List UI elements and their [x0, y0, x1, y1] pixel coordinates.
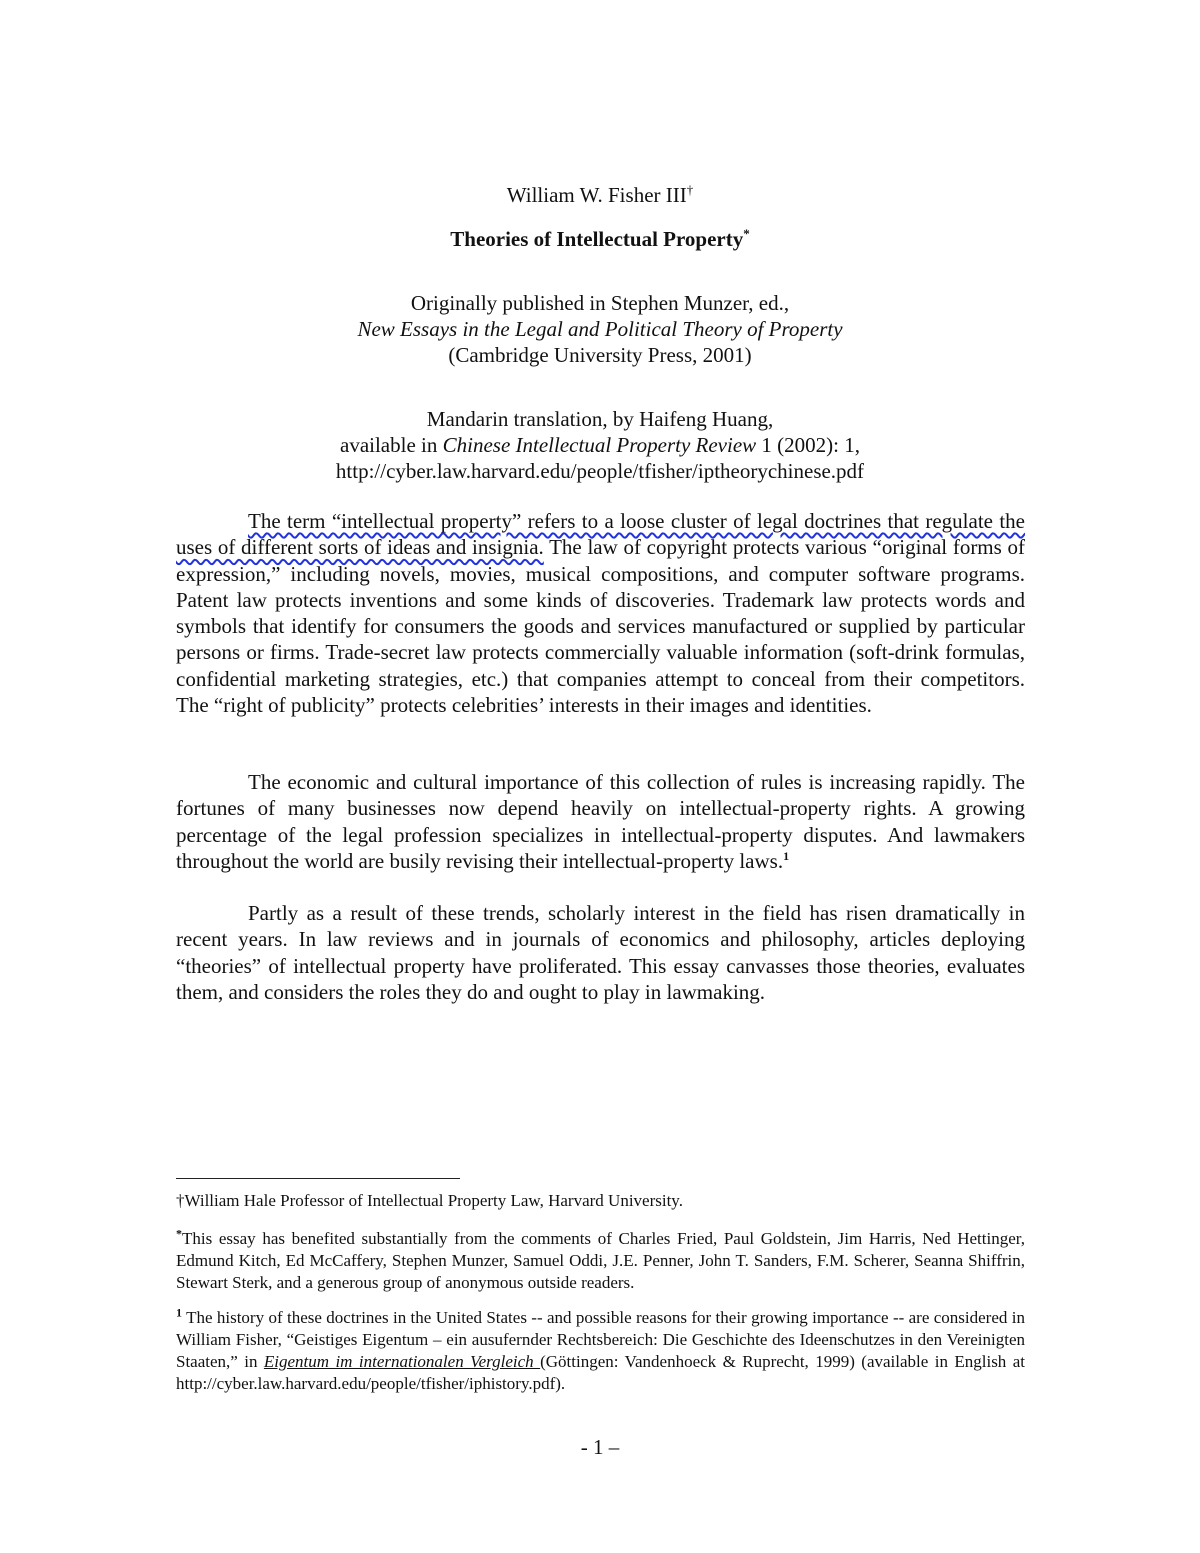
- footnote-1-mark: 1: [176, 1305, 182, 1320]
- translation-prefix: available in: [340, 433, 443, 457]
- publication-line-3: (Cambridge University Press, 2001): [448, 343, 752, 367]
- body-paragraph-2: [176, 769, 1025, 874]
- footnote-1-text-a: The history of these doctrines in the United States -- and possible reasons for their growing importance -- are considered in William Fisher, “Geistiges Eigentum – ein ausufernder Rechtsbereich: Die Geschichte des Ideenschutzes in den Vereinigten Staaten,” in: [176, 1308, 1025, 1371]
- footnote-1-text-b: (Göttingen: Vandenhoeck & Ruprecht, 1999) (available in English at http://cyber.law.harvard.edu/people/tfisher/iphistory.pdf).: [176, 1352, 1025, 1393]
- author-name: William W. Fisher III: [506, 183, 687, 207]
- body-paragraph-1: [176, 508, 1025, 718]
- title-footnote-mark: *: [743, 226, 750, 241]
- footnote-dagger-mark: †: [176, 1191, 185, 1210]
- publication-line-2: New Essays in the Legal and Political Theory of Property: [357, 317, 843, 341]
- translation-line-2: [0, 432, 1200, 458]
- author-line: [0, 182, 1200, 208]
- footnote-dagger-text: William Hale Professor of Intellectual Property Law, Harvard University.: [184, 1191, 683, 1210]
- paragraph-1-rest: The law of copyright protects various “original forms of expression,” including novels, movies, musical compositions, and computer software programs. Patent law protects inventions and some kinds of discoveries. Trademark law protects words and symbols that identify for consumers the goods and services manufactured or supplied by particular persons or firms. Trade-secret law protects commercially valuable information (soft-drink formulas, confidential marketing strategies, etc.) that companies attempt to conceal from their competitors. The “right of publicity” protects celebrities’ interests in their images and identities.: [176, 535, 1025, 718]
- footnote-1-reference-title: Eigentum im internationalen Vergleich: [263, 1352, 541, 1371]
- publication-line-1: Originally published in Stephen Munzer, ed.,: [410, 291, 790, 315]
- page-number: - 1 –: [580, 1435, 620, 1459]
- footnote-divider: [176, 1178, 460, 1179]
- document-title: [0, 226, 1200, 252]
- translation-suffix: 1 (2002): 1,: [756, 433, 860, 457]
- author-footnote-mark: †: [686, 182, 694, 197]
- translation-url: http://cyber.law.harvard.edu/people/tfisher/iptheorychinese.pdf: [335, 459, 865, 483]
- footnote-ref-1: 1: [783, 848, 790, 863]
- body-paragraph-3: Partly as a result of these trends, scholarly interest in the field has risen dramatically in recent years. In law reviews and in journals of economics and philosophy, articles deploying “theories” of intellectual property have proliferated. This essay canvasses those theories, evaluates them, and considers the roles they do and ought to play in lawmaking.: [176, 901, 1025, 1004]
- paragraph-2-text: The economic and cultural importance of this collection of rules is increasing rapidly. The fortunes of many businesses now depend heavily on intellectual-property rights. A growing percentage of the legal profession specializes in intellectual-property disputes. And lawmakers throughout the world are busily revising their intellectual-property laws.: [176, 770, 1025, 873]
- footnote-asterisk-text: This essay has benefited substantially from the comments of Charles Fried, Paul Goldstein, Jim Harris, Ned Hettinger, Edmund Kitch, Ed McCaffery, Stephen Munzer, Samuel Oddi, J.E. Penner, John T. Sanders, F.M. Scherer, Seanna Shiffrin, Stewart Sterk, and a generous group of anonymous outside readers.: [176, 1229, 1025, 1292]
- footnote-1: [176, 1307, 1025, 1395]
- footnote-dagger: [176, 1190, 1025, 1212]
- translation-journal: Chinese Intellectual Property Review: [442, 433, 757, 457]
- title-text: Theories of Intellectual Property: [450, 227, 744, 251]
- footnote-asterisk-mark: *: [176, 1226, 182, 1241]
- translation-line-1: Mandarin translation, by Haifeng Huang,: [426, 407, 774, 431]
- footnote-asterisk: [176, 1228, 1025, 1294]
- spellcheck-highlight[interactable]: The term “intellectual property” refers to a loose cluster of legal doctrines that regulate the uses of different sorts of ideas and insignia.: [176, 509, 1025, 560]
